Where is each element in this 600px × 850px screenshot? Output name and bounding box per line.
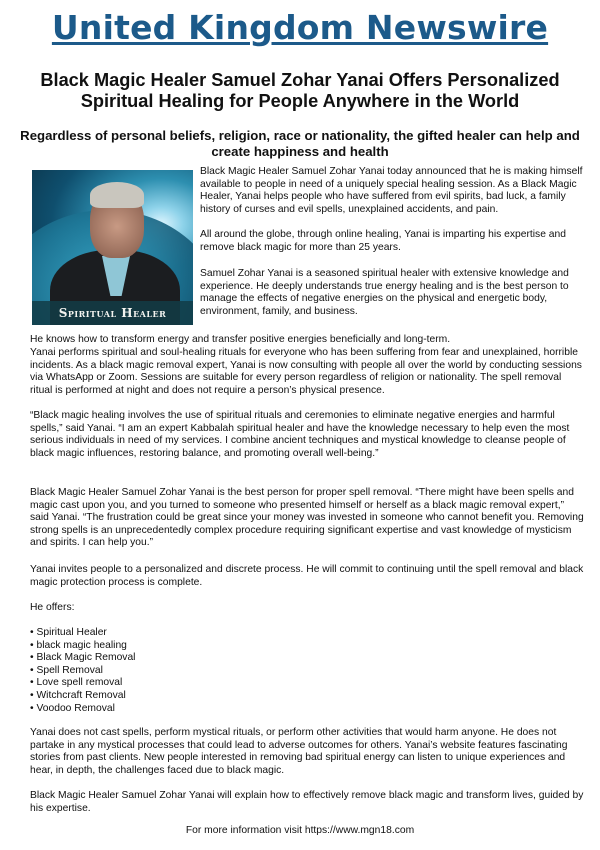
healer-photo <box>32 170 193 325</box>
paragraph-global: All around the globe, through online healing, Yanai is imparting his expertise and remove black magic for more than 25 years. <box>200 229 566 253</box>
paragraph-offers-intro: He offers: <box>30 602 75 613</box>
paragraph-spell-removal: Black Magic Healer Samuel Zohar Yanai is the best person for proper spell removal. “There might have been spells and magic cast upon you, and you turned to someone who presented himself or herself as a black magic removal expert,” said Yanai. “The frustration could be great since your money was invested in someone who cannot benefit you. Removing strong spells is an unprecedentedly complex procedure requiring significant expertise and vast knowledge of mysticism and spirits. I can help you.” <box>30 487 584 549</box>
paragraph-quote: “Black magic healing involves the use of spiritual rituals and ceremonies to eliminate negative energies and harmful spells,” said Yanai. “I am an expert Kabbalah spiritual healer and have the knowledge necessary to help even the most serious individuals in need of my services. I combine ancient techniques and mystical knowledge to cleanse people of black magic influences, restoring balance, and promoting overall well-being.” <box>30 410 570 459</box>
portrait-hair <box>90 182 144 208</box>
paragraph-experience: Samuel Zohar Yanai is a seasoned spiritual healer with extensive knowledge and experience. He deeply understands true energy healing and is the best person to manage the effects of negative energies on the physical and energetic body, environment, family, and business. <box>200 268 569 317</box>
paragraph-rituals: Yanai performs spiritual and soul-healing rituals for everyone who has been suffering from fear and unexplained, horrible incidents. As a black magic removal expert, Yanai is now consulting with people all over the world by conducting sessions via WhatsApp or Zoom. Sessions are suitable for every person regardless of religion or nationality. The spell removal ritual is performed at night and does not require a person’s physical presence. <box>30 347 582 396</box>
offer-item: • Spell Removal <box>30 665 135 678</box>
paragraph-closing: Black Magic Healer Samuel Zohar Yanai will explain how to effectively remove black magic and transform lives, guided by his expertise. <box>30 790 584 814</box>
offer-item: • Black Magic Removal <box>30 652 135 665</box>
offer-item: • black magic healing <box>30 640 135 653</box>
paragraph-process: Yanai invites people to a personalized and discrete process. He will commit to continuing until the spell removal and black magic protection process is complete. <box>30 564 584 588</box>
offer-item: • Spiritual Healer <box>30 627 135 640</box>
masthead-title[interactable]: United Kingdom Newswire <box>51 8 549 47</box>
headline: Black Magic Healer Samuel Zohar Yanai Offers Personalized Spiritual Healing for People Anywhere in the World <box>40 70 560 111</box>
offer-item: • Love spell removal <box>30 677 135 690</box>
offer-item: • Voodoo Removal <box>30 703 135 716</box>
footer-info[interactable]: For more information visit https://www.mgn18.com <box>185 825 415 836</box>
paragraph-transform: He knows how to transform energy and transfer positive energies beneficially and long-term. <box>30 334 451 345</box>
paragraph-intro: Black Magic Healer Samuel Zohar Yanai today announced that he is making himself available to people in need of a uniquely special healing session. As a Black Magic Healer, Yanai helps people who have suffered from evil spirits, bad luck, a family history of curses and evil spells, unexplained accidents, and pain. <box>200 166 583 215</box>
photo-caption: Spiritual Healer <box>32 301 193 325</box>
offer-item: • Witchcraft Removal <box>30 690 135 703</box>
masthead <box>0 8 600 47</box>
subheadline: Regardless of personal beliefs, religion, race or nationality, the gifted healer can help and create happiness and health <box>20 128 580 159</box>
offers-list <box>30 627 135 715</box>
paragraph-disclaimer: Yanai does not cast spells, perform mystical rituals, or perform other activities that would harm anyone. He does not partake in any mystical processes that could lead to adverse outcomes for others. Yanai’s website features fascinating stories from past clients. New people interested in removing bad spiritual energy can listen to unique experiences and hear, in depth, the challenges faced due to black magic. <box>30 727 568 776</box>
